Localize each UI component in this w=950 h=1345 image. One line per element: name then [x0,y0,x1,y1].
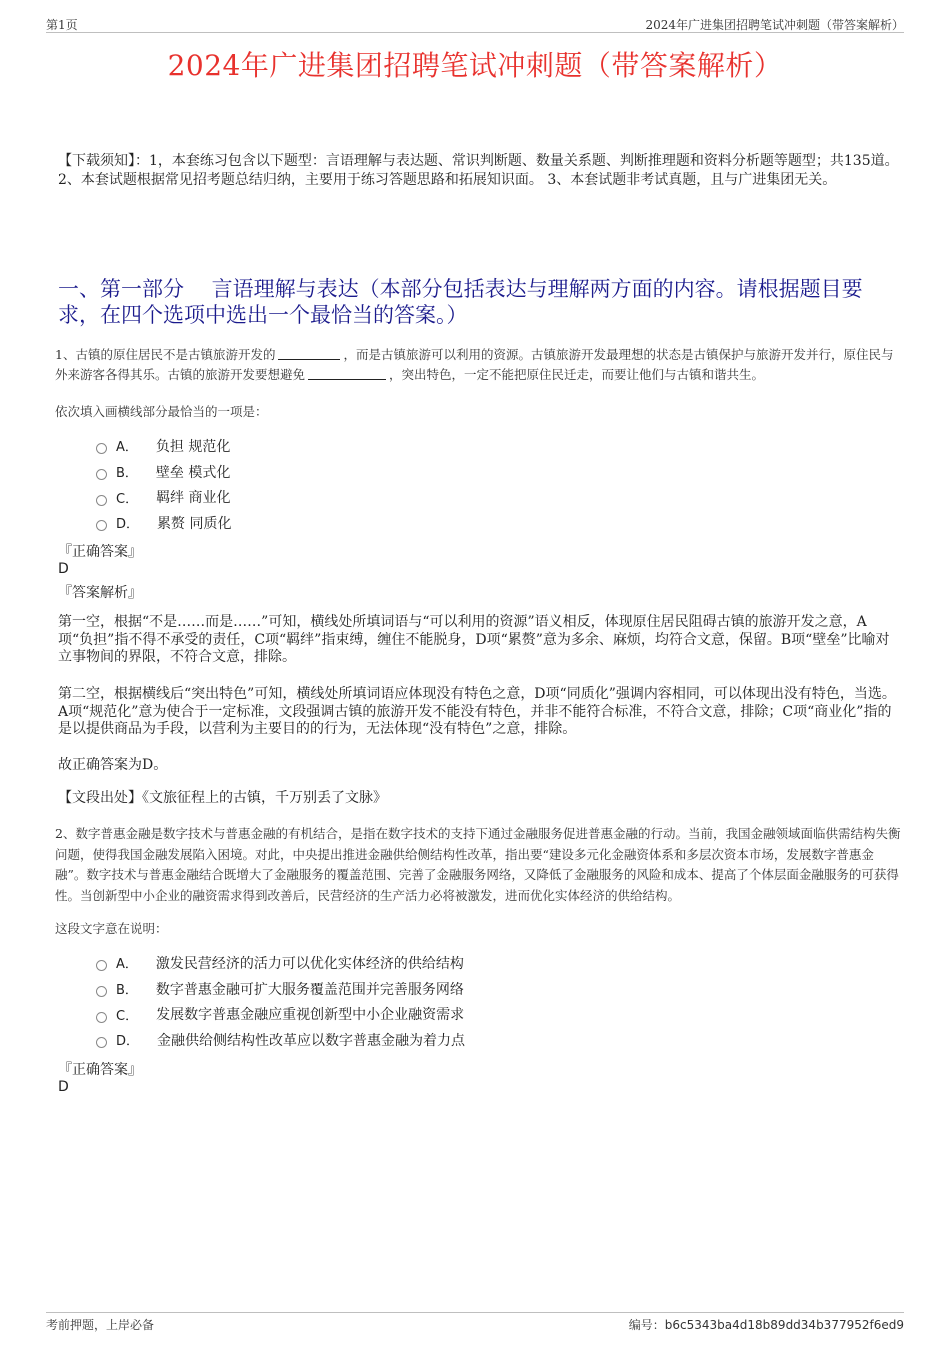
correct-answer: D [58,1079,69,1095]
analysis-paragraph: 第一空，根据“不是……而是……”可知，横线处所填词语与“可以利用的资源”语义相反，体现原住居民阻碍古镇的旅游开发之意，A项“负担”指不得不承受的责任，C项“羁绊”指束缚，缠住不能脱身，D项“累赘”意为多余、麻烦，均符合文意，保留。B项“壁垒”比喻对立事物间的界限，不符合文意，排除。 [58,614,890,665]
question-2-prompt: 这段文字意在说明： [55,921,168,936]
download-notice: 【下载须知】：1，本套练习包含以下题型：言语理解与表达题、常识判断题、数量关系题、判断推理题和资料分析题等题型；共135道。 2、本套试题根据常见招考题总结归纳，主要用于练习答题思路和拓展知识面。 3、本套试题非考试真题，且与广进集团无关。 [58,153,899,188]
option-a[interactable]: A． 负担 规范化 [96,433,796,459]
radio-icon[interactable] [96,1012,107,1023]
question-2-text: 2、数字普惠金融是数字技术与普惠金融的有机结合，是指在数字技术的支持下通过金融服务促进普惠金融的行动。当前，我国金融领域面临供需结构失衡问题，使得我国金融发展陷入困境。对此，中央提出推进金融供给侧结构性改革，指出要“建设多元化金融资体系和多层次资本市场，发展数字普惠金融”。数字技术与普惠金融结合既增大了金融服务的覆盖范围、完善了金融服务网络，又降低了金融服务的风险和成本、提高了个体层面金融服务的可获得性。当创新型中小企业的融资需求得到改善后，民营经济的生产活力必将被激发，进而优化实体经济的供给结构。 [55,826,901,903]
radio-icon[interactable] [96,469,107,480]
footer-slogan: 考前押题，上岸必备 [46,1318,155,1332]
radio-icon[interactable] [96,960,107,971]
blank-2 [308,367,386,380]
option-d[interactable]: D． 累赘 同质化 [96,510,796,536]
radio-icon[interactable] [96,1037,107,1048]
blank-1 [278,347,340,360]
page-footer [46,1312,904,1333]
section-heading: 一、第一部分 言语理解与表达（本部分包括表达与理解两方面的内容。请根据题目要求，在四个选项中选出一个最恰当的答案。） [58,277,863,327]
question-1-prompt: 依次填入画横线部分最恰当的一项是： [55,404,268,419]
radio-icon[interactable] [96,443,107,454]
analysis-paragraph: 第二空，根据横线后“突出特色”可知，横线处所填词语应体现没有特色之意，D项“同质化”强调内容相同，可以体现出没有特色，当选。A项“规范化”意为使合于一定标准，文段强调古镇的旅游开发不能没有特色，并非不能符合标准，不符合文意，排除；C项“商业化”指的是以提供商品为手段，以营利为主要目的的行为，无法体现“没有特色”之意，排除。 [58,686,896,737]
page-number: 第1页 [46,18,78,32]
header-doc-title: 2024年广进集团招聘笔试冲刺题（带答案解析） [645,18,904,32]
radio-icon[interactable] [96,495,107,506]
option-b[interactable]: B． 壁垒 模式化 [96,459,796,485]
correct-answer-label: 『正确答案』 [58,1062,142,1078]
question-2-options [96,950,796,1053]
option-c[interactable]: C． 羁绊 商业化 [96,484,796,510]
analysis-label: 『答案解析』 [58,585,142,601]
option-c[interactable]: C． 发展数字普惠金融应重视创新型中小企业融资需求 [96,1001,796,1027]
correct-answer-label: 『正确答案』 [58,544,142,560]
source-citation: 【文段出处】《文旅征程上的古镇，千万别丢了文脉》 [58,790,387,806]
document-title: 2024年广进集团招聘笔试冲刺题（带答案解析） [167,49,783,82]
analysis-conclusion: 故正确答案为D。 [58,757,168,773]
question-1-text: 1、古镇的原住居民不是古镇旅游开发的 ，而是古镇旅游可以利用的资源。古镇旅游开发最理想的状态是古镇保护与旅游开发并行，原住民与外来游客各得其乐。古镇的旅游开发要想避免 ，突出特色，一定不能把原住民迁走，而要让他们与古镇和谐共生。 [55,347,894,382]
question-1-options [96,433,796,536]
option-b[interactable]: B． 数字普惠金融可扩大服务覆盖范围并完善服务网络 [96,976,796,1002]
option-a[interactable]: A． 激发民营经济的活力可以优化实体经济的供给结构 [96,950,796,976]
radio-icon[interactable] [96,520,107,531]
page-header [46,14,904,33]
correct-answer: D [58,561,69,577]
document-code: 编号：b6c5343ba4d18b89dd34b377952f6ed9 [628,1318,904,1332]
radio-icon[interactable] [96,986,107,997]
option-d[interactable]: D． 金融供给侧结构性改革应以数字普惠金融为着力点 [96,1027,796,1053]
